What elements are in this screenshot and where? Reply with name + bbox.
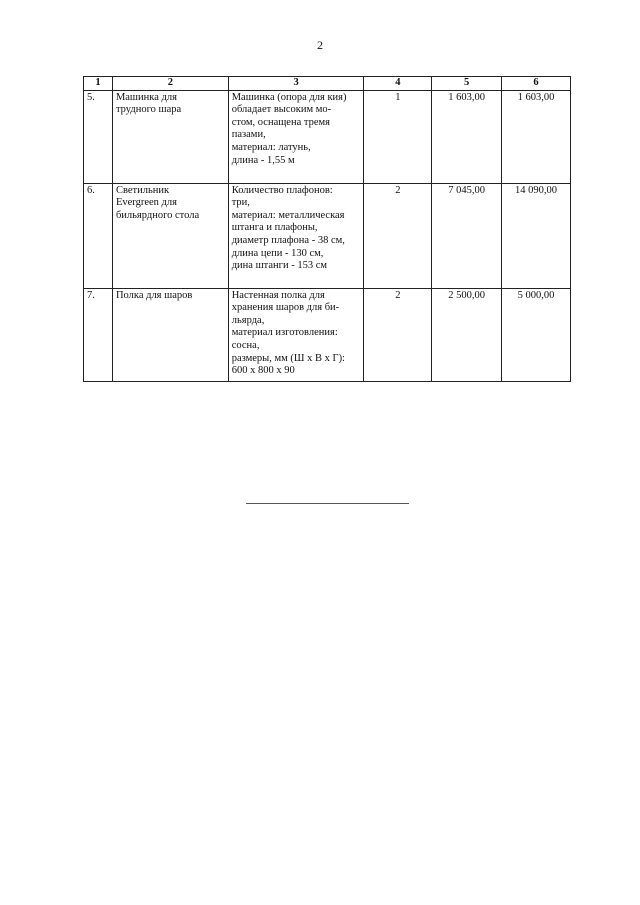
- description-line: стом, оснащена тремя: [231, 116, 330, 128]
- item-description: [228, 90, 364, 183]
- description-line: обладает высоким мо-: [231, 104, 332, 116]
- description-line: льярда,: [231, 314, 265, 326]
- item-name-line: Светильник: [115, 184, 170, 196]
- description-line: длина цепи - 130 см,: [231, 247, 324, 259]
- description-line: длина - 1,55 м: [231, 154, 295, 166]
- item-name-line: трудного шара: [115, 104, 182, 116]
- signature-divider-line: [246, 503, 409, 504]
- item-description: [228, 183, 364, 288]
- item-description: [228, 288, 364, 381]
- item-total: 14 090,00: [502, 183, 571, 288]
- item-name-line: Машинка для: [115, 91, 177, 103]
- item-name: [112, 183, 228, 288]
- item-name: [112, 288, 228, 381]
- column-header: 2: [112, 77, 228, 91]
- column-header: 3: [228, 77, 364, 91]
- page-number: 2: [317, 38, 323, 52]
- description-line: штанга и плафоны,: [231, 222, 318, 234]
- item-name: [112, 90, 228, 183]
- description-line: пазами,: [231, 129, 266, 141]
- item-quantity: 2: [364, 288, 432, 381]
- description-line: материал: латунь,: [231, 141, 311, 153]
- column-header: 1: [84, 77, 113, 91]
- column-header: 6: [502, 77, 571, 91]
- item-price: 1 603,00: [432, 90, 502, 183]
- description-line: материал изготовления:: [231, 327, 338, 339]
- description-line: размеры, мм (Ш х В х Г):: [231, 352, 345, 364]
- description-line: дина штанги - 153 см: [231, 260, 328, 272]
- description-line: 600 х 800 х 90: [231, 365, 295, 377]
- item-quantity: 1: [364, 90, 432, 183]
- item-name-line: Evergreen для: [115, 197, 177, 209]
- description-line: сосна,: [231, 339, 260, 351]
- table-row: [84, 183, 571, 288]
- description-line: диаметр плафона - 38 см,: [231, 234, 345, 246]
- item-name-line: бильярдного стола: [115, 209, 200, 221]
- item-name-line: Полка для шаров: [115, 289, 193, 301]
- item-price: 7 045,00: [432, 183, 502, 288]
- row-number: 6.: [84, 183, 113, 288]
- column-header: 4: [364, 77, 432, 91]
- description-line: Машинка (опора для кия): [231, 91, 347, 103]
- description-line: Количество плафонов:: [231, 184, 333, 196]
- row-number: 7.: [84, 288, 113, 381]
- description-line: хранения шаров для би-: [231, 302, 340, 314]
- item-quantity: 2: [364, 183, 432, 288]
- item-total: 5 000,00: [502, 288, 571, 381]
- item-price: 2 500,00: [432, 288, 502, 381]
- specification-table: [83, 76, 571, 382]
- column-header: 5: [432, 77, 502, 91]
- table-header-row: [84, 77, 571, 91]
- description-line: Настенная полка для: [231, 289, 325, 301]
- item-total: 1 603,00: [502, 90, 571, 183]
- description-line: три,: [231, 197, 250, 209]
- row-number: 5.: [84, 90, 113, 183]
- table-row: [84, 288, 571, 381]
- description-line: материал: металлическая: [231, 209, 345, 221]
- table-row: [84, 90, 571, 183]
